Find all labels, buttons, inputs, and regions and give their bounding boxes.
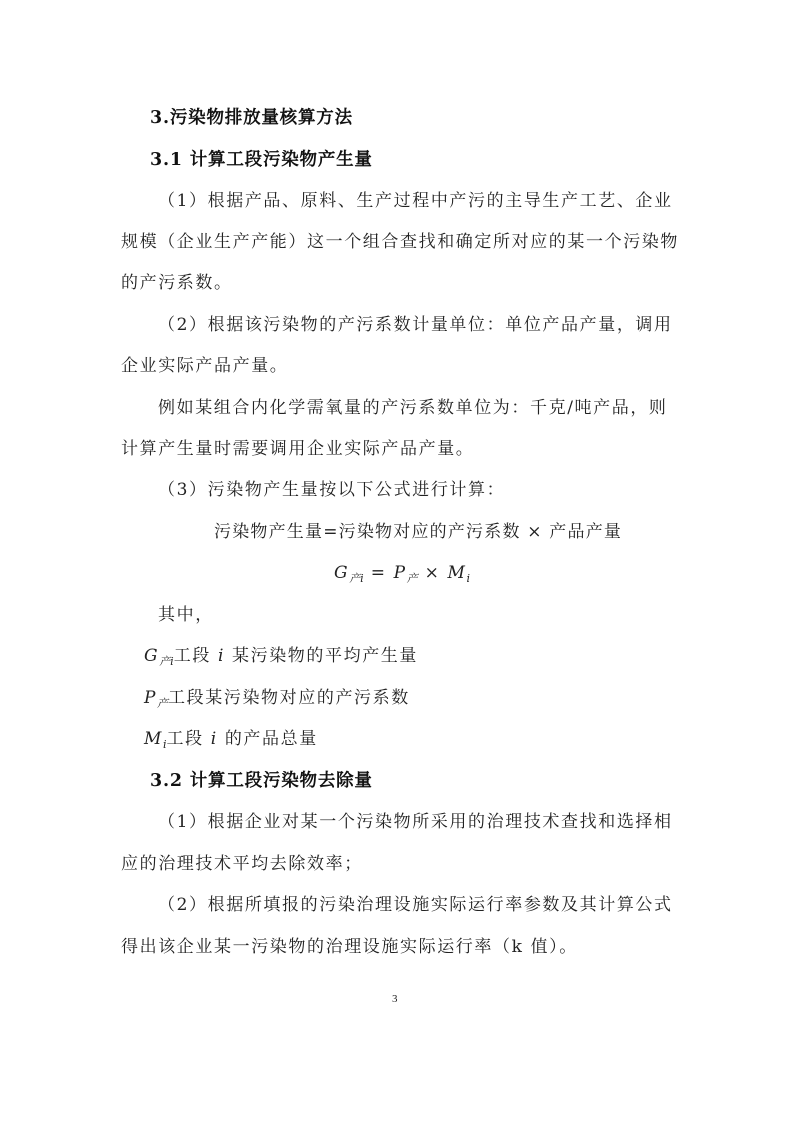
def-g-symbol: G [144,646,160,666]
section-heading-3-2: 3.2 计算工段污染物去除量 [150,771,373,791]
section-heading-3: 3.污染物排放量核算方法 [150,108,353,128]
def-g-text: 工段 [173,646,218,666]
paragraph-5-line-1: （1）根据企业对某一个污染物所采用的治理技术查找和选择相 [158,812,673,832]
formula-sub-p: 产 [406,572,418,585]
def-m-var: i [210,729,218,749]
formula-text: 污染物产生量=污染物对应的产污系数 × 产品产量 [214,522,623,542]
formula-symbol-m: M [447,563,467,583]
def-g-var: i [217,646,225,666]
def-p-text: 工段某污染物对应的产污系数 [168,688,410,708]
def-p-symbol: P [144,688,158,708]
formula-times: × [417,563,448,583]
def-g-sub: 产i [159,655,174,668]
section-heading-3-1: 3.1 计算工段污染物产生量 [150,150,373,170]
paragraph-2-line-1: （2）根据该污染物的产污系数计量单位：单位产品产量，调用 [158,315,673,335]
paragraph-3-line-1: 例如某组合内化学需氧量的产污系数单位为：千克/吨产品，则 [158,398,668,418]
def-m-text: 工段 [166,729,211,749]
page-number: 3 [392,993,398,1005]
formula-equals: = [363,563,394,583]
def-p-sub: 产 [157,697,169,710]
paragraph-3-line-2: 计算产生量时需要调用企业实际产品产量。 [121,439,475,459]
paragraph-4: （3）污染物产生量按以下公式进行计算： [158,480,506,500]
formula-symbol-p: P [393,563,407,583]
definition-g [144,645,418,673]
definition-p [144,687,410,715]
formula-symbol-g: G [334,563,350,583]
formula-sub-g: 产i [349,572,364,585]
paragraph-5-line-2: 应的治理技术平均去除效率； [121,854,363,874]
paragraph-2-line-2: 企业实际产品产量。 [121,356,289,376]
where-label: 其中， [158,605,214,625]
paragraph-6-line-1: （2）根据所填报的污染治理设施实际运行率参数及其计算公式 [158,895,673,915]
paragraph-6-line-2: 得出该企业某一污染物的治理设施实际运行率（k 值）。 [121,937,578,957]
formula-math [334,562,470,590]
def-m-symbol: M [144,729,164,749]
formula-sub-m: i [466,572,471,585]
definition-m [144,728,318,756]
def-g-rest: 某污染物的平均产生量 [224,646,418,666]
paragraph-1-line-2: 规模（企业生产产能）这一个组合查找和确定所对应的某一个污染物 [121,232,679,252]
paragraph-1-line-3: 的产污系数。 [121,273,233,293]
def-m-sub: i [163,738,167,751]
paragraph-1-line-1: （1）根据产品、原料、生产过程中产污的主导生产工艺、企业 [158,191,673,211]
def-m-rest: 的产品总量 [217,729,318,749]
